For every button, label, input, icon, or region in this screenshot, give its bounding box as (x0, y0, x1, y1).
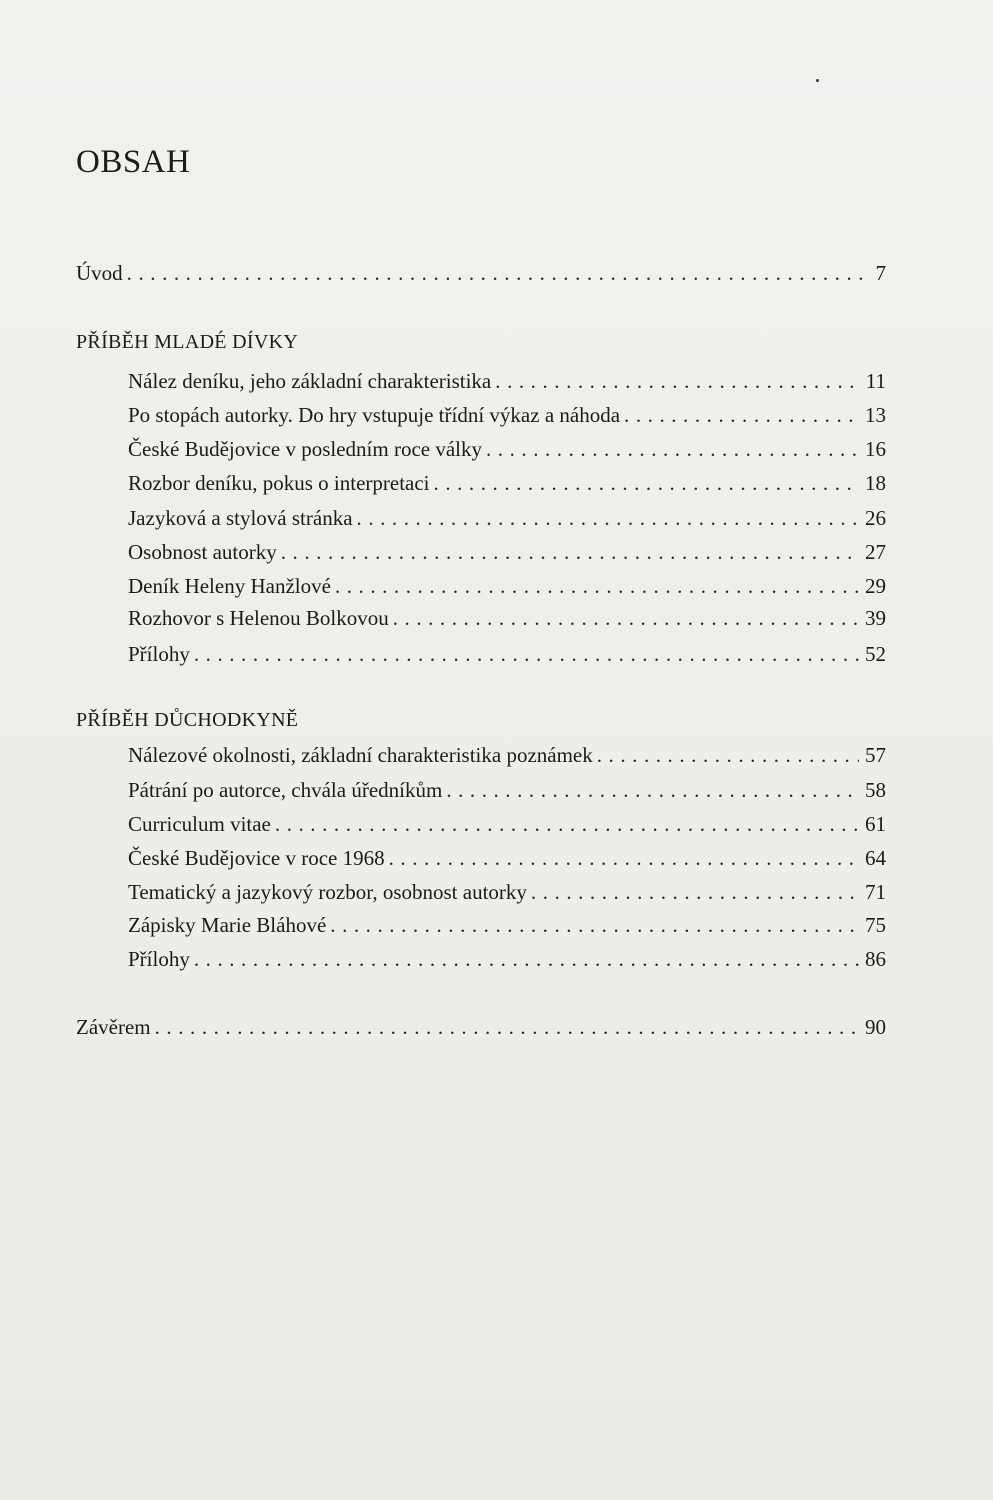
toc-page-number: 64 (865, 846, 886, 870)
toc-page-number: 75 (865, 913, 886, 937)
toc-entry-label: Přílohy (128, 947, 190, 971)
toc-entry[interactable] (128, 944, 886, 974)
toc-entry-label: Nálezové okolnosti, základní charakteristika poznámek (128, 743, 593, 767)
toc-entry[interactable] (128, 775, 886, 805)
dot-leader (531, 877, 859, 907)
section-heading-1: PŘÍBĚH MLADÉ DÍVKY (76, 331, 299, 353)
toc-page-number: 39 (865, 606, 886, 630)
toc-entry-intro[interactable] (76, 258, 886, 288)
toc-entry[interactable] (128, 809, 886, 839)
toc-entry[interactable] (128, 400, 886, 430)
toc-entry-label: Rozhovor s Helenou Bolkovou (128, 606, 389, 630)
toc-page-number: 71 (865, 880, 886, 904)
toc-page-number: 27 (865, 540, 886, 564)
toc-page-number: 90 (865, 1015, 886, 1039)
toc-entry[interactable] (128, 910, 886, 940)
toc-page-number: 26 (865, 506, 886, 530)
toc-page-number: 13 (865, 403, 886, 427)
dot-leader (393, 603, 859, 633)
toc-entry-label: České Budějovice v posledním roce války (128, 437, 482, 461)
toc-entry[interactable] (128, 603, 886, 633)
toc-entry[interactable] (128, 366, 886, 396)
toc-entry-label: Zápisky Marie Bláhové (128, 913, 327, 937)
dot-leader (155, 1012, 859, 1042)
toc-entry-label: Pátrání po autorce, chvála úředníkům (128, 778, 443, 802)
toc-entry-label: Osobnost autorky (128, 540, 277, 564)
page-title: OBSAH (76, 144, 191, 180)
toc-entry-label: Závěrem (76, 1015, 151, 1039)
dot-leader (434, 468, 859, 498)
dot-leader (357, 503, 859, 533)
toc-entry-label: Úvod (76, 261, 123, 285)
dot-leader (495, 366, 860, 396)
dot-leader (330, 910, 859, 940)
toc-entry[interactable] (128, 639, 886, 669)
toc-entry-label: Curriculum vitae (128, 812, 271, 836)
toc-entry[interactable] (128, 537, 886, 567)
dot-leader (127, 258, 870, 288)
toc-page-number: 11 (865, 369, 886, 393)
toc-entry-label: Nález deníku, jeho základní charakteristika (128, 369, 492, 393)
toc-entry[interactable] (128, 468, 886, 498)
toc-page-number: 61 (865, 812, 886, 836)
toc-entry[interactable] (128, 503, 886, 533)
dot-leader (486, 434, 859, 464)
toc-page-number: 86 (865, 947, 886, 971)
toc-entry-label: Deník Heleny Hanžlové (128, 574, 331, 598)
dot-leader (389, 843, 859, 873)
toc-entry-label: Tematický a jazykový rozbor, osobnost autorky (128, 880, 527, 904)
toc-page-number: 16 (865, 437, 886, 461)
toc-entry-label: České Budějovice v roce 1968 (128, 846, 385, 870)
toc-page-number: 7 (875, 261, 886, 285)
toc-entry-label: Přílohy (128, 642, 190, 666)
toc-entry[interactable] (128, 740, 886, 770)
toc-entry[interactable] (128, 571, 886, 601)
toc-entry-label: Jazyková a stylová stránka (128, 506, 353, 530)
toc-entry[interactable] (128, 877, 886, 907)
section-heading-2: PŘÍBĚH DŮCHODKYNĚ (76, 709, 299, 731)
toc-entry-label: Po stopách autorky. Do hry vstupuje třídní výkaz a náhoda (128, 403, 621, 427)
dot-leader (281, 537, 859, 567)
toc-page-number: 18 (865, 471, 886, 495)
dot-leader (335, 571, 859, 601)
dot-leader (275, 809, 859, 839)
toc-page-number: 58 (865, 778, 886, 802)
toc-entry-label: Rozbor deníku, pokus o interpretaci (128, 471, 430, 495)
toc-page-number: 57 (865, 743, 886, 767)
toc-entry[interactable] (128, 843, 886, 873)
dot-leader (597, 740, 859, 770)
toc-entry[interactable] (128, 434, 886, 464)
dot-leader (446, 775, 859, 805)
toc-entry-conclusion[interactable] (76, 1012, 886, 1042)
dot-leader (194, 639, 859, 669)
dot-leader (194, 944, 859, 974)
toc-page-number: 52 (865, 642, 886, 666)
dot-leader (624, 400, 859, 430)
toc-page-number: 29 (865, 574, 886, 598)
